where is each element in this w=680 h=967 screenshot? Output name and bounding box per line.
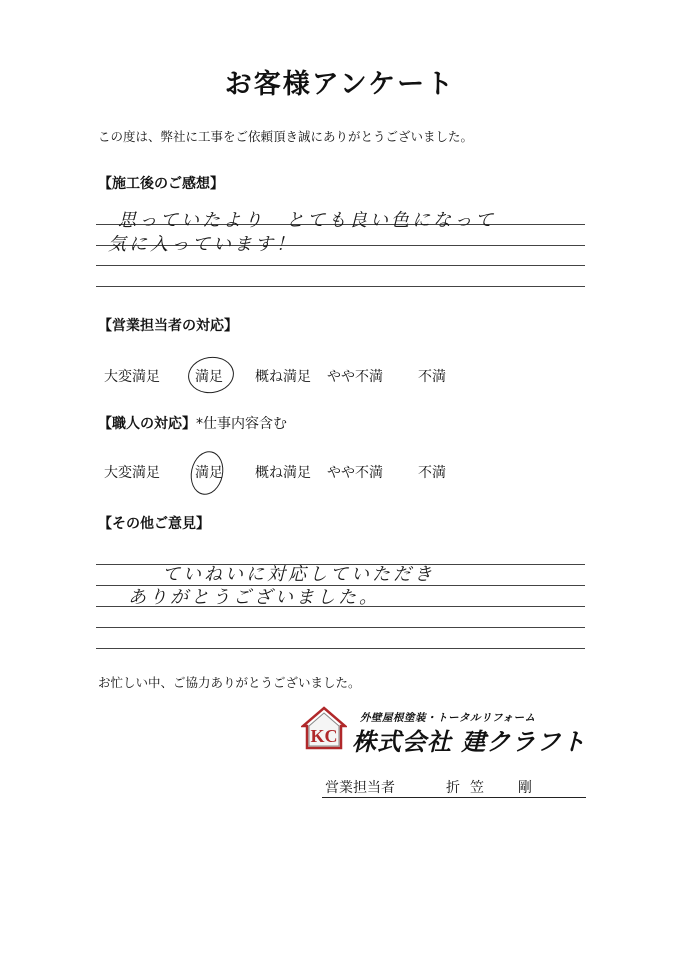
- logo-company-name: 株式会社 建クラフト: [352, 728, 587, 756]
- answer-line: [96, 265, 585, 266]
- intro-text: この度は、弊社に工事をご依頼頂き誠にありがとうございました。: [98, 129, 474, 144]
- logo-tagline: 外壁屋根塗装・トータルリフォーム: [360, 712, 536, 724]
- page-title: お客様アンケート: [224, 69, 456, 100]
- handwritten-impression-line-2: 気に入っています！: [108, 234, 297, 255]
- staff-underline: [322, 797, 586, 798]
- craftsman-option-satisfied: 満足: [195, 465, 223, 481]
- craftsman-option-dissatisfied: 不満: [418, 465, 446, 481]
- craftsman-selection-circle: [187, 448, 227, 498]
- sales-option-slightly-dissatisfied: やや不満: [327, 369, 383, 385]
- company-logo-icon: [301, 706, 347, 750]
- staff-name: 折笠 剛: [446, 780, 542, 796]
- craftsman-heading-label: 【職人の対応】: [98, 416, 196, 432]
- logo-mark-text: KC: [310, 726, 338, 746]
- impression-heading: 【施工後のご感想】: [98, 176, 224, 192]
- sales-option-very-satisfied: 大変満足: [104, 369, 160, 385]
- answer-line: [96, 286, 585, 287]
- handwritten-other-line-2: ありがとうございました。: [128, 587, 380, 608]
- closing-text: お忙しい中、ご協力ありがとうございました。: [98, 675, 361, 690]
- handwritten-other-line-1: ていねいに対応していただき: [162, 564, 435, 585]
- answer-line: [96, 648, 585, 649]
- sales-selection-circle: [186, 354, 237, 396]
- answer-line: [96, 627, 585, 628]
- craftsman-option-mostly-satisfied: 概ね満足: [255, 465, 311, 481]
- sales-option-dissatisfied: 不満: [418, 369, 446, 385]
- craftsman-heading: [98, 413, 287, 433]
- craftsman-option-slightly-dissatisfied: やや不満: [327, 465, 383, 481]
- sales-option-mostly-satisfied: 概ね満足: [255, 369, 311, 385]
- craftsman-option-very-satisfied: 大変満足: [104, 465, 160, 481]
- craftsman-heading-note: *仕事内容含む: [196, 416, 287, 432]
- sales-heading: 【営業担当者の対応】: [98, 318, 238, 334]
- staff-label: 営業担当者: [325, 780, 395, 796]
- handwritten-impression-line-1: 思っていたより とても良い色になって: [118, 210, 496, 231]
- other-heading: 【その他ご意見】: [98, 516, 210, 532]
- sales-option-satisfied: 満足: [195, 369, 223, 385]
